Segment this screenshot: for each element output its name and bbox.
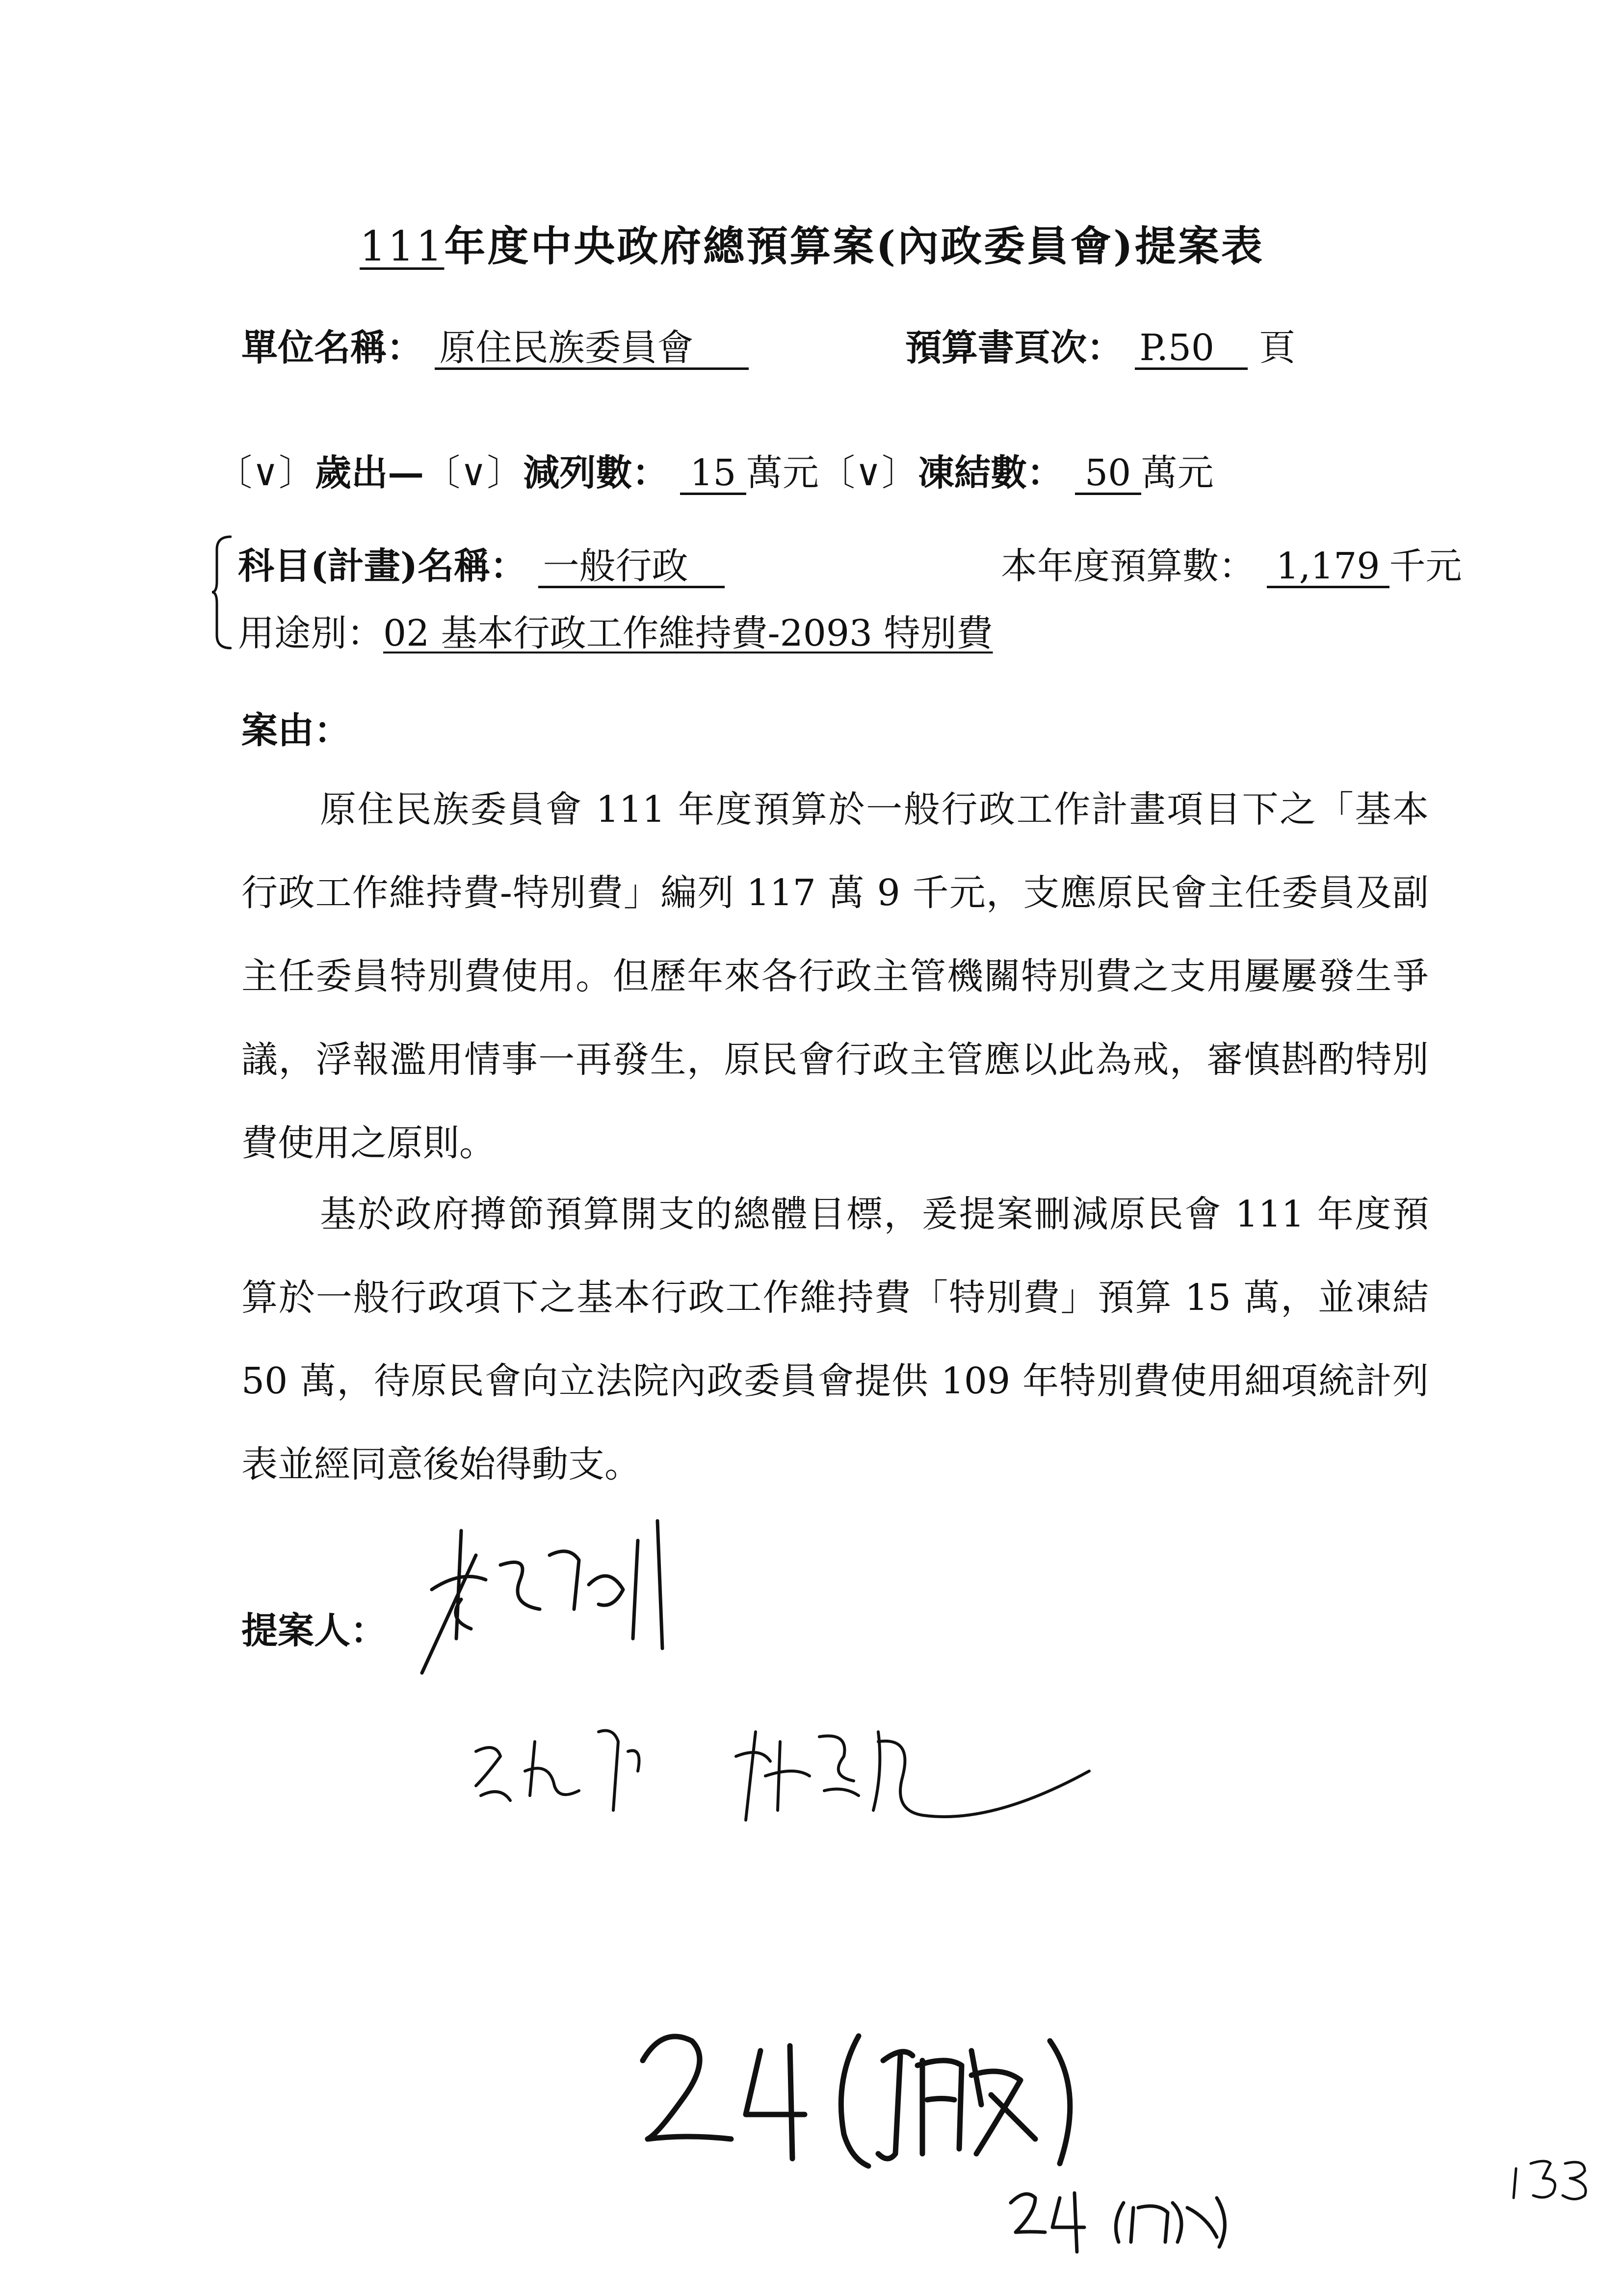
unit-row — [241, 319, 749, 371]
page-ref-row — [905, 319, 1295, 371]
unit-value: 原住民族委員會 — [435, 329, 749, 370]
handwritten-case-number — [628, 1992, 1246, 2188]
freeze-checkbox: 〔∨〕 — [818, 452, 918, 494]
left-brace — [212, 535, 232, 650]
item-value: 一般行政 — [538, 548, 725, 588]
proposer-label: 提案人： — [241, 1610, 387, 1652]
item-row — [238, 537, 725, 589]
unit-label: 單位名稱： — [241, 327, 423, 369]
page-ref-label: 預算書頁次： — [905, 327, 1123, 369]
freeze-label: 凍結數： — [918, 452, 1064, 494]
annual-budget-unit: 千元 — [1389, 545, 1462, 587]
annual-budget-value: 1,179 — [1267, 548, 1389, 588]
annual-budget-label: 本年度預算數： — [1001, 545, 1255, 587]
cut-checkbox: 〔∨〕 — [424, 452, 524, 494]
budget-line — [216, 444, 1214, 496]
cut-value: 15 — [680, 454, 746, 495]
page-ref-suffix: 頁 — [1259, 327, 1296, 369]
item-label: 科目(計畫)名稱： — [238, 545, 527, 587]
reason-label: 案由： — [241, 709, 350, 752]
reason-paragraph-1: 原住民族委員會 111 年度預算於一般行政工作計畫項目下之「基本行政工作維持費-特別費」編列 117 萬 9 千元，支應原民會主任委員及副主任委員特別費使用。但歷年來各行政主管機關特別費之支用屢屢發生爭議，浮報濫用情事一再發生，原民會行政主管應以此為戒，審慎斟酌特別費使用之原則。 — [241, 788, 1429, 1164]
annual-budget-row — [1001, 537, 1462, 589]
signature-2 — [466, 1712, 672, 1830]
handwritten-page-number — [1506, 2144, 1614, 2208]
cut-unit: 萬元 — [746, 452, 819, 494]
freeze-value: 50 — [1075, 454, 1141, 495]
page-ref-value: P.50 — [1135, 329, 1248, 370]
expend-checkbox: 〔∨〕 — [216, 452, 315, 494]
usage-label: 用途別： — [238, 612, 383, 654]
usage-row — [238, 604, 993, 656]
signature-1 — [402, 1511, 707, 1707]
handwritten-case-number-small — [1001, 2168, 1256, 2257]
page-title — [0, 213, 1624, 273]
freeze-unit: 萬元 — [1141, 452, 1214, 494]
signature-3 — [716, 1712, 1099, 1830]
title-text: 年度中央政府總預算案(內政委員會)提案表 — [444, 222, 1264, 270]
title-year: 111 — [360, 222, 445, 270]
usage-value: 02 基本行政工作維持費-2093 特別費 — [383, 612, 993, 654]
reason-paragraph-2: 基於政府撙節預算開支的總體目標，爰提案刪減原民會 111 年度預算於一般行政項下之基本行政工作維持費「特別費」預算 15 萬，並凍結 50 萬，待原民會向立法院內政委員會提供 109 年特別費使用細項統計列表並經同意後始得動支。 — [241, 1193, 1429, 1486]
expend-label: 歲出— — [315, 452, 424, 494]
cut-label: 減列數： — [523, 452, 669, 494]
